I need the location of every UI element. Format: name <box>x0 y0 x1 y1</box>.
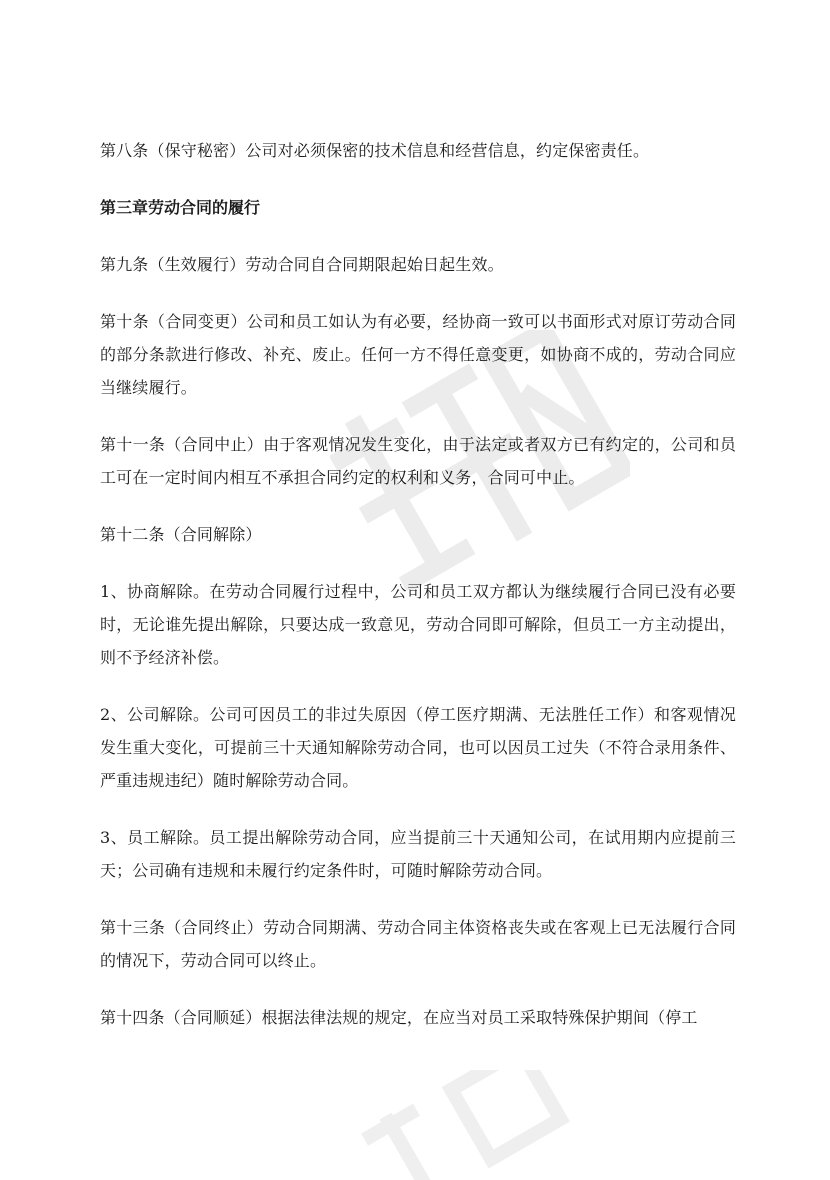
document-body <box>100 134 736 1034</box>
article-8-paragraph: 第八条（保守秘密）公司对必须保密的技术信息和经营信息，约定保密责任。 <box>100 141 650 160</box>
article-14-paragraph: 第十四条（合同顺延）根据法律法规的规定，在应当对员工采取特殊保护期间（停工 <box>100 1008 698 1027</box>
article-12-title: 第十二条（合同解除） <box>100 525 262 544</box>
article-9-paragraph: 第九条（生效履行）劳动合同自合同期限起始日起生效。 <box>100 255 504 274</box>
article-12-item-1: 1、协商解除。在劳动合同履行过程中，公司和员工双方都认为继续履行合同已没有必要时，无论谁先提出解除，只要达成一致意见，劳动合同即可解除，但员工一方主动提出，则不予经济补偿。 <box>100 582 736 667</box>
watermark-logo-bottom <box>330 1070 590 1180</box>
article-13-paragraph: 第十三条（合同终止）劳动合同期满、劳动合同主体资格丧失或在客观上已无法履行合同的情况下，劳动合同可以终止。 <box>100 918 736 970</box>
article-12-item-2: 2、公司解除。公司可因员工的非过失原因（停工医疗期满、无法胜任工作）和客观情况发生重大变化，可提前三十天通知解除劳动合同，也可以因员工过失（不符合录用条件、严重违规违纪）随时解除劳动合同。 <box>100 705 736 790</box>
article-10-paragraph: 第十条（合同变更）公司和员工如认为有必要，经协商一致可以书面形式对原订劳动合同的部分条款进行修改、补充、废止。任何一方不得任意变更，如协商不成的，劳动合同应当继续履行。 <box>100 312 736 397</box>
chapter-3-heading: 第三章劳动合同的履行 <box>100 198 261 217</box>
article-12-item-3: 3、员工解除。员工提出解除劳动合同，应当提前三十天通知公司，在试用期内应提前三天；公司确有违规和未履行约定条件时，可随时解除劳动合同。 <box>100 828 736 880</box>
article-11-paragraph: 第十一条（合同中止）由于客观情况发生变化，由于法定或者双方已有约定的，公司和员工可在一定时间内相互不承担合同约定的权利和义务，合同可中止。 <box>100 435 736 487</box>
